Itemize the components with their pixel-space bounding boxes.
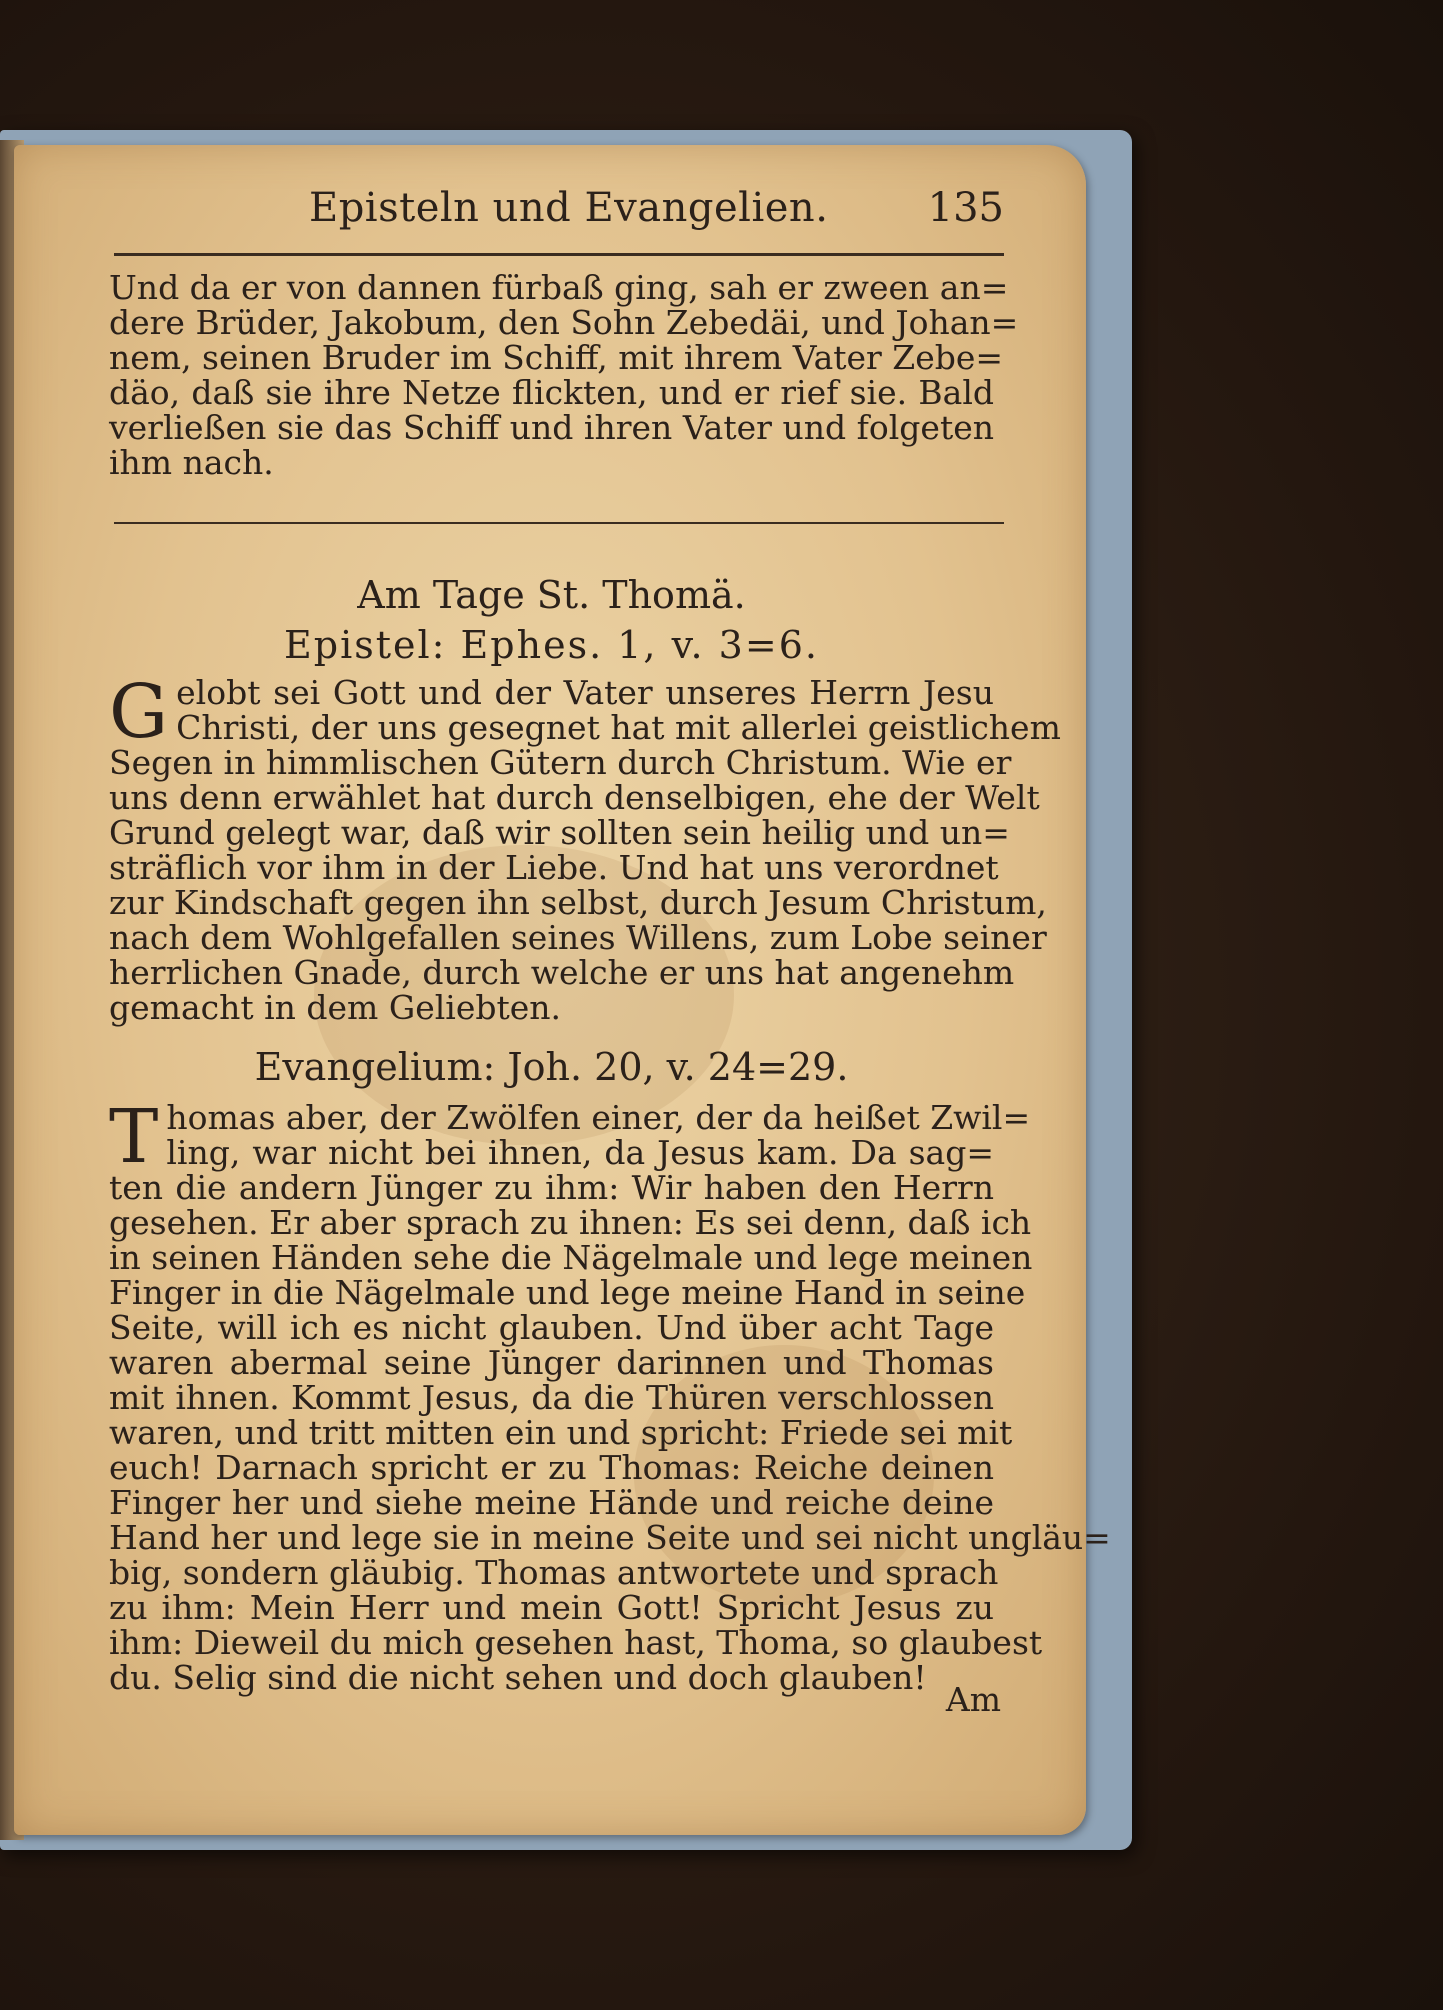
text-line: Finger in die Nägelmale und lege meine Hand in seine: [109, 1273, 1026, 1312]
header-rule: [114, 253, 1004, 256]
drop-cap: T: [109, 1094, 159, 1180]
text-line: däo, daß sie ihre Netze flickten, und er rief sie. Bald: [109, 373, 994, 412]
text-line: in seinen Händen sehe die Nägelmale und lege meinen: [109, 1238, 1033, 1277]
text-line: zu ihm: Mein Herr und mein Gott! Spricht Jesus zu: [109, 1588, 994, 1627]
text-line: Christi, der uns gesegnet hat mit allerlei geistlichem: [176, 708, 1061, 747]
text-line: waren, und tritt mitten ein und spricht: Friede sei mit: [109, 1413, 1013, 1452]
text-line: Grund gelegt war, daß wir sollten sein heilig und un=: [109, 813, 1010, 852]
epistle-heading: Epistel: Ephes. 1, v. 3=6.: [284, 623, 819, 667]
running-title: Episteln und Evangelien.: [309, 185, 829, 231]
text-line: Hand her und lege sie in meine Seite und sei nicht ungläu=: [109, 1518, 1111, 1557]
page-number: 135: [927, 185, 1004, 231]
text-line: uns denn erwählet hat durch denselbigen, ehe der Welt: [109, 778, 1040, 817]
text-line: gesehen. Er aber sprach zu ihnen: Es sei denn, daß ich: [109, 1203, 1032, 1242]
text-line: homas aber, der Zwölfen einer, der da heißet Zwil=: [166, 1098, 1031, 1137]
text-line: ihm nach.: [109, 443, 274, 482]
section-divider: [114, 522, 1004, 524]
text-line: Finger her und siehe meine Hände und reiche deine: [109, 1483, 994, 1522]
catchword: Am: [945, 1680, 1001, 1719]
text-line: Und da er von dannen fürbaß ging, sah er zween an=: [109, 268, 1009, 307]
text-line: gemacht in dem Geliebten.: [109, 988, 562, 1027]
text-line: nem, seinen Bruder im Schiff, mit ihrem Vater Zebe=: [109, 338, 1004, 377]
text-line: nach dem Wohlgefallen seines Willens, zum Lobe seiner: [109, 918, 1047, 957]
text-line: verließen sie das Schiff und ihren Vater und folgeten: [109, 408, 994, 447]
text-line: waren abermal seine Jünger darinnen und Thomas: [109, 1343, 994, 1382]
text-line: ling, war nicht bei ihnen, da Jesus kam. Da sag=: [166, 1133, 994, 1172]
gospel-paragraph: [109, 1094, 1111, 1697]
book-page: [14, 145, 1111, 1835]
page-header: [114, 185, 1004, 241]
gospel-heading: Evangelium: Joh. 20, v. 24=29.: [254, 1045, 849, 1089]
text-line: du. Selig sind die nicht sehen und doch glauben!: [109, 1658, 927, 1697]
text-line: dere Brüder, Jakobum, den Sohn Zebedäi, und Johan=: [109, 303, 1019, 342]
drop-cap: G: [109, 669, 169, 755]
text-line: Seite, will ich es nicht glauben. Und über acht Tage: [109, 1308, 994, 1347]
text-line: big, sondern gläubig. Thomas antwortete und sprach: [109, 1553, 999, 1592]
text-line: sträflich vor ihm in der Liebe. Und hat uns verordnet: [109, 848, 999, 887]
feast-title: Am Tage St. Thomä.: [357, 573, 746, 617]
text-line: elobt sei Gott und der Vater unseres Herrn Jesu: [176, 673, 994, 712]
text-line: Segen in himmlischen Gütern durch Christum. Wie er: [109, 743, 1012, 782]
epistle-paragraph: [109, 669, 1061, 1027]
text-line: herrlichen Gnade, durch welche er uns hat angenehm: [109, 953, 1015, 992]
continuation-paragraph: [109, 268, 1019, 482]
text-line: mit ihnen. Kommt Jesus, da die Thüren verschlossen: [109, 1378, 994, 1417]
text-line: ten die andern Jünger zu ihm: Wir haben den Herrn: [109, 1168, 994, 1207]
text-line: zur Kindschaft gegen ihn selbst, durch Jesum Christum,: [109, 883, 1047, 922]
text-line: ihm: Dieweil du mich gesehen hast, Thoma, so glaubest: [109, 1623, 1043, 1662]
text-line: euch! Darnach spricht er zu Thomas: Reiche deinen: [109, 1448, 994, 1487]
